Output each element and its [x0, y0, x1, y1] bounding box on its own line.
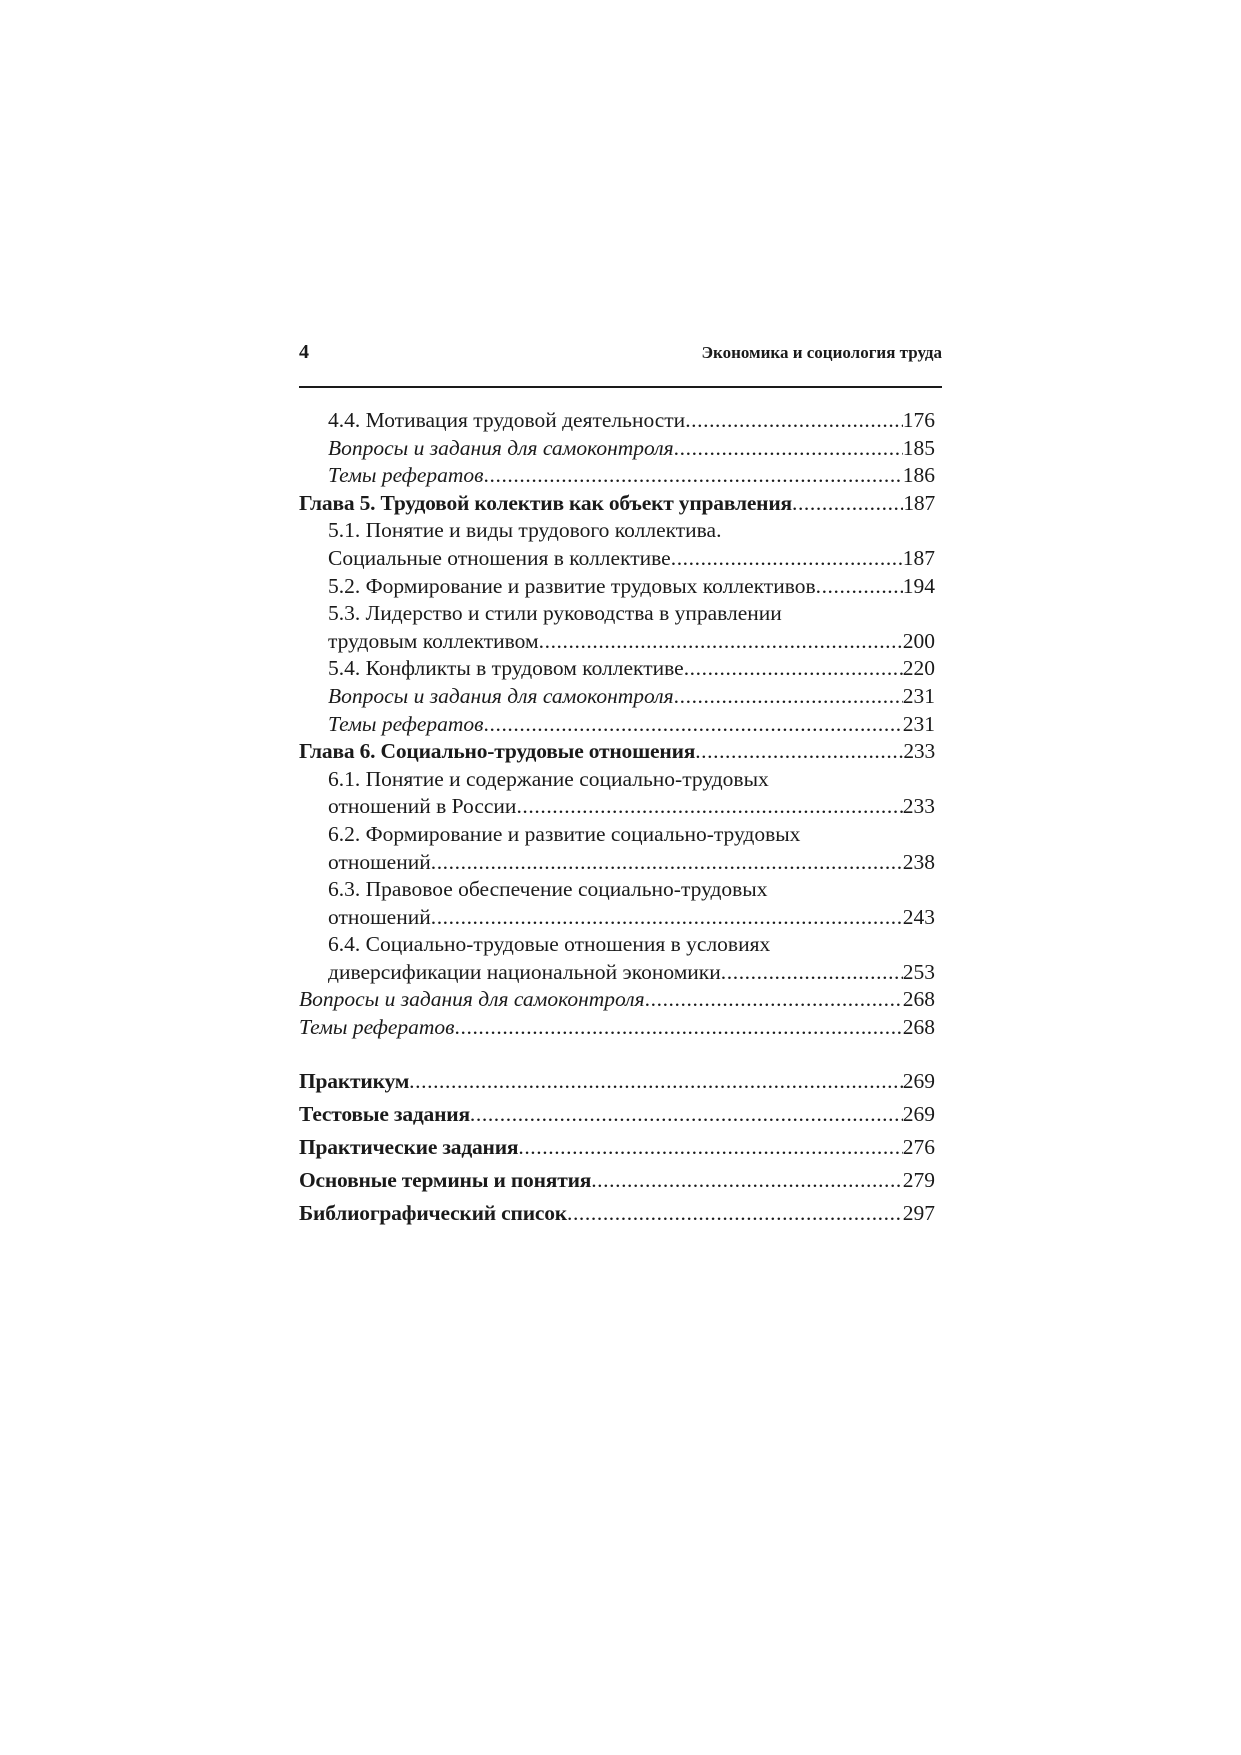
running-head: [299, 340, 942, 364]
toc-entry: [299, 766, 935, 821]
toc-entry-title-line: 6.3. Правовое обеспечение социально-трудовых: [328, 877, 768, 902]
dot-leader: [695, 738, 903, 766]
toc-entry-line: [328, 849, 935, 877]
toc-entry-title: отношений: [328, 904, 431, 929]
toc-entry-title-line: 5.1. Понятие и виды трудового коллектива.: [328, 518, 722, 543]
book-title: Экономика и социология труда: [701, 343, 942, 362]
toc-entry-line: [299, 738, 935, 766]
toc-entry: [299, 490, 935, 518]
back-matter-line: [299, 1134, 935, 1162]
toc-entry-line: [328, 793, 935, 821]
toc-entry-title: трудовым коллективом: [328, 628, 539, 653]
book-page: [299, 340, 942, 1233]
toc-entry-line: [328, 435, 935, 463]
back-matter-title: Библиографический список: [299, 1201, 567, 1226]
toc-entry-title: Темы рефератов: [299, 1015, 455, 1040]
toc-entry-title: Темы рефератов: [328, 711, 484, 736]
toc-page-number: 185: [902, 435, 935, 460]
dot-leader: [684, 655, 903, 683]
toc-entry-line: [299, 1014, 935, 1042]
toc-page-number: 238: [902, 849, 935, 874]
toc-page-number: 253: [902, 959, 935, 984]
toc-entry: [299, 683, 935, 711]
dot-leader: [816, 573, 903, 601]
dot-leader: [567, 1200, 903, 1228]
back-matter-entry: [299, 1167, 935, 1195]
table-of-contents: [299, 407, 935, 1228]
back-matter-entry: [299, 1101, 935, 1129]
toc-entry-line: [328, 407, 935, 435]
toc-page-number: 268: [902, 987, 935, 1012]
dot-leader: [484, 711, 903, 739]
back-matter-title: Практикум: [299, 1068, 410, 1093]
dot-leader: [470, 1101, 903, 1129]
toc-entry-line: [328, 904, 935, 932]
toc-entry: [299, 711, 935, 739]
toc-entry-title: Вопросы и задания для самоконтроля: [328, 435, 674, 460]
toc-entry-line: [328, 462, 935, 490]
toc-entry-title: 5.2. Формирование и развитие трудовых коллективов: [328, 573, 816, 598]
back-matter-page-number: 276: [902, 1134, 935, 1159]
toc-entry: [299, 600, 935, 655]
toc-entry: [299, 738, 935, 766]
back-matter-line: [299, 1101, 935, 1129]
toc-entry-title: 5.4. Конфликты в трудовом коллективе: [328, 656, 684, 681]
toc-page-number: 187: [902, 545, 935, 570]
toc-entry: [299, 931, 935, 986]
toc-entry-title: Вопросы и задания для самоконтроля: [328, 683, 674, 708]
dot-leader: [431, 904, 903, 932]
back-matter-title: Тестовые задания: [299, 1101, 470, 1126]
toc-page-number: 243: [902, 904, 935, 929]
dot-leader: [591, 1167, 903, 1195]
header-rule: [299, 386, 942, 388]
toc-entry-title: отношений: [328, 849, 431, 874]
dot-leader: [455, 1014, 903, 1042]
toc-entry-line: [328, 683, 935, 711]
dot-leader: [409, 1068, 903, 1096]
toc-entry-title-line: 6.4. Социально-трудовые отношения в условиях: [328, 932, 771, 957]
dot-leader: [674, 435, 903, 463]
toc-page-number: 186: [902, 463, 935, 488]
page-number: 4: [299, 341, 309, 363]
dot-leader: [539, 628, 903, 656]
section-gap: [299, 1042, 935, 1068]
dot-leader: [484, 462, 903, 490]
toc-page-number: 233: [903, 739, 935, 764]
toc-page-number: 268: [902, 1015, 935, 1040]
toc-entry-title: Темы рефератов: [328, 463, 484, 488]
dot-leader: [516, 793, 902, 821]
dot-leader: [721, 959, 903, 987]
toc-entry-title: Глава 6. Социально-трудовые отношения: [299, 739, 696, 764]
back-matter-line: [299, 1167, 935, 1195]
toc-entry: [299, 876, 935, 931]
toc-entry-line: [328, 573, 935, 601]
toc-entry: [299, 655, 935, 683]
toc-page-number: 176: [902, 408, 935, 432]
back-matter-entry: [299, 1200, 935, 1228]
toc-entry-line: [328, 628, 935, 656]
toc-entry: [299, 821, 935, 876]
back-matter-page-number: 279: [902, 1167, 935, 1192]
back-matter-title: Практические задания: [299, 1134, 519, 1159]
dot-leader: [685, 407, 903, 435]
toc-entry-line: [328, 545, 935, 573]
dot-leader: [645, 986, 903, 1014]
toc-entry-line: [299, 490, 935, 518]
toc-entry-line: [299, 986, 935, 1014]
back-matter-page-number: 269: [902, 1068, 935, 1093]
toc-entry: [299, 462, 935, 490]
dot-leader: [518, 1134, 902, 1162]
toc-page-number: 233: [902, 794, 935, 819]
back-matter-page-number: 269: [902, 1101, 935, 1126]
back-matter-entry: [299, 1134, 935, 1162]
toc-page-number: 194: [902, 573, 935, 598]
toc-entry: [299, 573, 935, 601]
dot-leader: [431, 849, 903, 877]
toc-page-number: 231: [902, 683, 935, 708]
toc-entry-title: Вопросы и задания для самоконтроля: [299, 987, 645, 1012]
toc-page-number: 187: [903, 490, 935, 515]
toc-entry: [299, 407, 935, 435]
toc-page-number: 220: [902, 656, 935, 681]
back-matter-line: [299, 1200, 935, 1228]
toc-entry-title: 4.4. Мотивация трудовой деятельности: [328, 408, 686, 432]
toc-entry: [299, 1014, 935, 1042]
toc-entry-line: [328, 655, 935, 683]
toc-entry-title-line: 6.2. Формирование и развитие социально-трудовых: [328, 821, 801, 846]
back-matter-entry: [299, 1068, 935, 1096]
toc-entry: [299, 986, 935, 1014]
dot-leader: [674, 683, 903, 711]
toc-entry-title: отношений в России: [328, 794, 517, 819]
toc-entry-title-line: 5.3. Лидерство и стили руководства в управлении: [328, 601, 782, 626]
dot-leader: [792, 490, 903, 518]
toc-entry: [299, 435, 935, 463]
toc-entry: [299, 517, 935, 572]
toc-entry-line: [328, 711, 935, 739]
toc-entry-line: [328, 959, 935, 987]
toc-entry-title: Социальные отношения в коллективе: [328, 545, 671, 570]
dot-leader: [671, 545, 903, 573]
toc-page-number: 231: [902, 711, 935, 736]
toc-entry-title-line: 6.1. Понятие и содержание социально-трудовых: [328, 766, 769, 791]
toc-entry-title: диверсификации национальной экономики: [328, 959, 721, 984]
back-matter-page-number: 297: [902, 1201, 935, 1226]
toc-page-number: 200: [902, 628, 935, 653]
back-matter-line: [299, 1068, 935, 1096]
toc-entry-title: Глава 5. Трудовой колектив как объект управления: [299, 490, 792, 515]
back-matter-title: Основные термины и понятия: [299, 1167, 592, 1192]
